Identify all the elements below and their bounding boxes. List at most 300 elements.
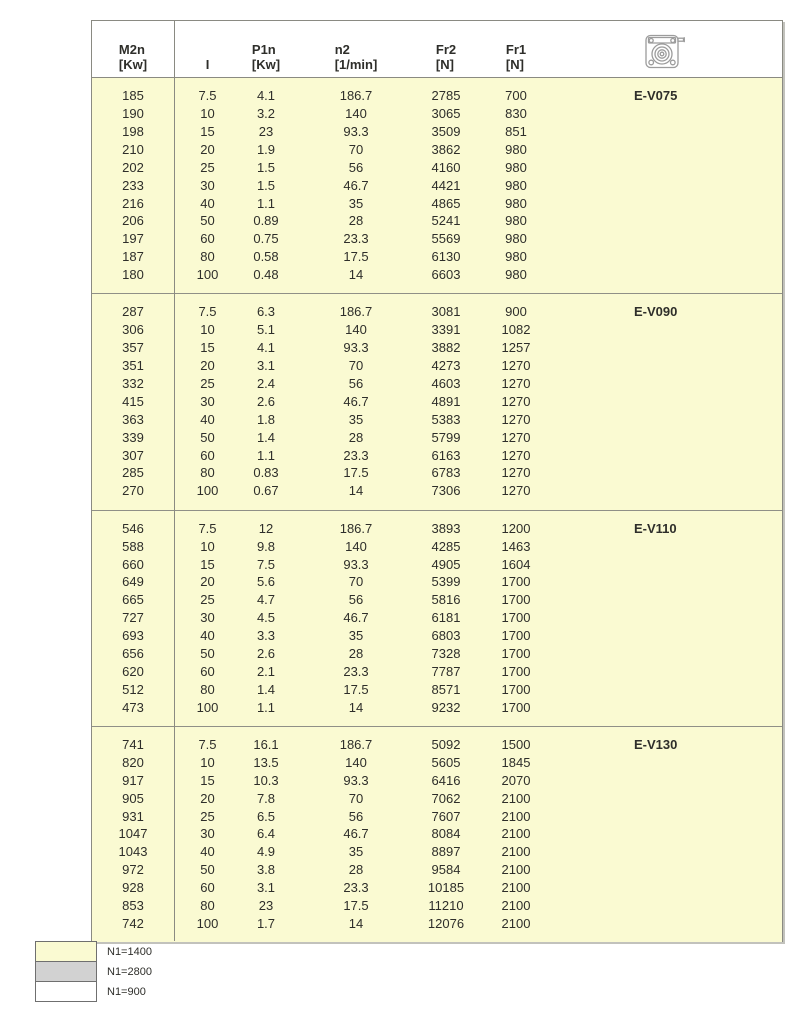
model-label: E-V075 bbox=[634, 88, 678, 104]
model-label bbox=[561, 429, 782, 447]
cell-i: 40 bbox=[200, 628, 215, 644]
worm-gearbox-icon bbox=[645, 31, 687, 73]
cell-i: 15 bbox=[200, 124, 215, 139]
cell-n2: 93.3 bbox=[343, 556, 369, 572]
cell-m2n: 656 bbox=[122, 645, 144, 661]
table-row bbox=[92, 230, 782, 248]
cell-n2: 28 bbox=[348, 213, 364, 229]
cell-fr2: 6163 bbox=[431, 447, 461, 463]
cell-fr2: 5092 bbox=[431, 736, 461, 752]
cell-p1n: 16.1 bbox=[253, 736, 279, 752]
cell-p1n: 23 bbox=[258, 897, 274, 913]
table-row bbox=[92, 915, 782, 933]
model-label bbox=[561, 556, 782, 574]
legend-swatch bbox=[35, 961, 97, 982]
cell-m2n: 233 bbox=[122, 177, 144, 193]
table-row bbox=[92, 87, 782, 105]
cell-i: 30 bbox=[200, 393, 215, 409]
table-row bbox=[92, 177, 782, 195]
cell-i: 100 bbox=[196, 483, 219, 499]
cell-fr2: 2785 bbox=[431, 88, 461, 104]
cell-m2n: 620 bbox=[122, 663, 144, 679]
cell-m2n: 727 bbox=[122, 610, 144, 626]
cell-m2n: 187 bbox=[122, 249, 144, 265]
cell-i: 50 bbox=[200, 645, 215, 661]
cell-fr2: 3391 bbox=[431, 322, 461, 338]
cell-fr1: 1604 bbox=[501, 556, 531, 572]
cell-fr1: 1463 bbox=[501, 538, 531, 554]
model-label bbox=[561, 861, 782, 879]
cell-i: 10 bbox=[200, 322, 215, 338]
table-row bbox=[92, 303, 782, 321]
model-label bbox=[561, 357, 782, 375]
cell-m2n: 1047 bbox=[118, 826, 148, 842]
table-row bbox=[92, 879, 782, 897]
legend-label: N1=2800 bbox=[107, 965, 152, 978]
cell-n2: 17.5 bbox=[343, 897, 369, 913]
cell-i: 100 bbox=[196, 699, 219, 715]
cell-p1n: 1.7 bbox=[256, 915, 276, 931]
cell-n2: 14 bbox=[348, 699, 364, 715]
model-label bbox=[561, 411, 782, 429]
model-label: E-V110 bbox=[634, 520, 677, 536]
cell-fr1: 851 bbox=[505, 124, 527, 139]
cell-fr2: 7787 bbox=[431, 663, 461, 679]
cell-p1n: 2.1 bbox=[256, 663, 276, 679]
table-row bbox=[92, 248, 782, 266]
cell-p1n: 0.89 bbox=[253, 213, 279, 229]
cell-i: 7.5 bbox=[198, 88, 217, 104]
model-label bbox=[561, 808, 782, 826]
cell-m2n: 351 bbox=[122, 358, 144, 374]
col-header-p1n-text: P1n [Kw] bbox=[251, 42, 281, 72]
table-row bbox=[92, 375, 782, 393]
model-label bbox=[561, 645, 782, 663]
table-row bbox=[92, 123, 782, 141]
cell-fr1: 980 bbox=[505, 177, 527, 193]
cell-p1n: 5.6 bbox=[256, 574, 276, 590]
legend-swatch bbox=[35, 941, 97, 962]
cell-p1n: 4.1 bbox=[256, 88, 276, 104]
model-label bbox=[561, 825, 782, 843]
table-row bbox=[92, 645, 782, 663]
model-group bbox=[92, 726, 782, 942]
model-label bbox=[561, 266, 782, 284]
cell-i: 10 bbox=[200, 754, 215, 770]
cell-fr2: 5799 bbox=[431, 429, 461, 445]
cell-i: 60 bbox=[200, 663, 215, 679]
model-group-rows bbox=[92, 520, 782, 717]
cell-n2: 93.3 bbox=[343, 124, 369, 139]
cell-n2: 35 bbox=[348, 628, 364, 644]
cell-m2n: 741 bbox=[122, 736, 144, 752]
cell-m2n: 665 bbox=[122, 592, 144, 608]
cell-m2n: 473 bbox=[122, 699, 144, 715]
cell-p1n: 1.4 bbox=[256, 681, 276, 697]
cell-i: 25 bbox=[200, 159, 215, 175]
cell-p1n: 3.3 bbox=[256, 628, 276, 644]
cell-fr2: 5399 bbox=[431, 574, 461, 590]
cell-i: 15 bbox=[200, 556, 215, 572]
cell-fr1: 980 bbox=[505, 231, 527, 247]
cell-i: 80 bbox=[200, 249, 215, 265]
cell-fr2: 4273 bbox=[431, 358, 461, 374]
cell-m2n: 1043 bbox=[118, 844, 148, 860]
cell-i: 25 bbox=[200, 592, 215, 608]
cell-m2n: 197 bbox=[122, 231, 144, 247]
cell-fr1: 1270 bbox=[501, 358, 531, 374]
cell-m2n: 546 bbox=[122, 520, 144, 536]
cell-n2: 186.7 bbox=[339, 736, 373, 752]
table-row bbox=[92, 609, 782, 627]
cell-fr1: 1700 bbox=[501, 681, 531, 697]
table-row bbox=[92, 556, 782, 574]
cell-fr2: 5241 bbox=[431, 213, 461, 229]
cell-p1n: 2.6 bbox=[256, 645, 276, 661]
cell-i: 15 bbox=[200, 340, 215, 356]
cell-fr1: 980 bbox=[505, 195, 527, 211]
cell-n2: 56 bbox=[348, 808, 364, 824]
cell-m2n: 198 bbox=[122, 124, 144, 139]
col-header-i-text: I bbox=[205, 57, 210, 72]
col-header-n2 bbox=[291, 21, 421, 77]
cell-fr1: 980 bbox=[505, 141, 527, 157]
cell-p1n: 0.83 bbox=[253, 465, 279, 481]
cell-i: 7.5 bbox=[198, 520, 217, 536]
model-label bbox=[561, 464, 782, 482]
cell-n2: 70 bbox=[348, 358, 364, 374]
table-row bbox=[92, 754, 782, 772]
cell-i: 80 bbox=[200, 465, 215, 481]
cell-p1n: 2.6 bbox=[256, 393, 276, 409]
cell-fr1: 2100 bbox=[501, 897, 531, 913]
cell-i: 20 bbox=[200, 141, 215, 157]
column-divider-line bbox=[174, 21, 175, 941]
cell-fr2: 4421 bbox=[431, 177, 461, 193]
cell-fr2: 3509 bbox=[431, 124, 461, 139]
table-row bbox=[92, 447, 782, 465]
cell-fr1: 2100 bbox=[501, 862, 531, 878]
cell-m2n: 306 bbox=[122, 322, 144, 338]
model-label bbox=[561, 538, 782, 556]
cell-p1n: 1.5 bbox=[256, 159, 276, 175]
cell-fr1: 1700 bbox=[501, 592, 531, 608]
model-label bbox=[561, 248, 782, 266]
cell-fr1: 1257 bbox=[501, 340, 531, 356]
cell-fr2: 3882 bbox=[431, 340, 461, 356]
col-header-fr2 bbox=[421, 21, 471, 77]
model-label bbox=[561, 591, 782, 609]
cell-m2n: 928 bbox=[122, 880, 144, 896]
cell-n2: 14 bbox=[348, 483, 364, 499]
cell-m2n: 339 bbox=[122, 429, 144, 445]
col-header-fr1 bbox=[471, 21, 561, 77]
gearbox-ratings-table bbox=[91, 20, 783, 942]
model-group-rows bbox=[92, 736, 782, 933]
legend-label: N1=900 bbox=[107, 985, 146, 998]
cell-fr1: 1700 bbox=[501, 645, 531, 661]
cell-i: 50 bbox=[200, 862, 215, 878]
cell-n2: 140 bbox=[345, 322, 367, 338]
table-row bbox=[92, 482, 782, 500]
table-row bbox=[92, 357, 782, 375]
cell-m2n: 693 bbox=[122, 628, 144, 644]
cell-m2n: 917 bbox=[122, 772, 144, 788]
cell-fr2: 6603 bbox=[431, 267, 461, 283]
cell-fr1: 1700 bbox=[501, 628, 531, 644]
cell-p1n: 4.5 bbox=[256, 610, 276, 626]
cell-m2n: 270 bbox=[122, 483, 144, 499]
cell-fr2: 3081 bbox=[431, 304, 461, 320]
model-label bbox=[561, 447, 782, 465]
cell-n2: 186.7 bbox=[339, 304, 373, 320]
cell-i: 20 bbox=[200, 790, 215, 806]
model-label bbox=[561, 627, 782, 645]
model-label bbox=[561, 230, 782, 248]
cell-i: 7.5 bbox=[198, 736, 217, 752]
cell-fr1: 2100 bbox=[501, 826, 531, 842]
cell-n2: 28 bbox=[348, 645, 364, 661]
table-row bbox=[92, 464, 782, 482]
cell-n2: 93.3 bbox=[343, 340, 369, 356]
table-body bbox=[92, 78, 782, 942]
cell-fr2: 9232 bbox=[431, 699, 461, 715]
table-row bbox=[92, 538, 782, 556]
cell-i: 25 bbox=[200, 808, 215, 824]
cell-p1n: 9.8 bbox=[256, 538, 276, 554]
cell-i: 50 bbox=[200, 429, 215, 445]
model-label: E-V090 bbox=[634, 304, 678, 320]
cell-i: 60 bbox=[200, 447, 215, 463]
cell-n2: 140 bbox=[345, 754, 367, 770]
table-row bbox=[92, 429, 782, 447]
cell-m2n: 190 bbox=[122, 106, 144, 122]
cell-i: 40 bbox=[200, 844, 215, 860]
cell-m2n: 307 bbox=[122, 447, 144, 463]
cell-i: 10 bbox=[200, 538, 215, 554]
model-label bbox=[561, 321, 782, 339]
col-header-i bbox=[174, 21, 241, 77]
model-label bbox=[561, 195, 782, 213]
cell-p1n: 5.1 bbox=[256, 322, 276, 338]
model-label bbox=[561, 915, 782, 933]
cell-fr1: 1700 bbox=[501, 699, 531, 715]
cell-fr2: 11210 bbox=[428, 897, 464, 913]
cell-n2: 70 bbox=[348, 790, 364, 806]
cell-m2n: 742 bbox=[122, 915, 144, 931]
cell-i: 25 bbox=[200, 376, 215, 392]
table-row bbox=[92, 897, 782, 915]
cell-n2: 46.7 bbox=[343, 610, 369, 626]
model-label bbox=[561, 159, 782, 177]
model-label bbox=[561, 790, 782, 808]
cell-fr2: 8897 bbox=[431, 844, 461, 860]
model-label: E-V130 bbox=[634, 736, 678, 752]
table-row bbox=[92, 105, 782, 123]
cell-m2n: 588 bbox=[122, 538, 144, 554]
model-label bbox=[561, 177, 782, 195]
cell-fr2: 8571 bbox=[431, 681, 461, 697]
cell-fr1: 1082 bbox=[501, 322, 531, 338]
model-label bbox=[561, 375, 782, 393]
model-label bbox=[561, 573, 782, 591]
cell-i: 30 bbox=[200, 826, 215, 842]
cell-fr1: 1270 bbox=[501, 429, 531, 445]
cell-fr2: 6130 bbox=[431, 249, 461, 265]
cell-fr2: 4285 bbox=[431, 538, 461, 554]
cell-n2: 17.5 bbox=[343, 465, 369, 481]
cell-fr2: 3065 bbox=[431, 106, 461, 122]
model-label bbox=[561, 754, 782, 772]
cell-fr2: 3893 bbox=[431, 520, 461, 536]
cell-fr2: 7306 bbox=[431, 483, 461, 499]
cell-fr2: 6803 bbox=[431, 628, 461, 644]
model-group-rows bbox=[92, 303, 782, 500]
cell-m2n: 202 bbox=[122, 159, 144, 175]
model-group bbox=[92, 78, 782, 293]
cell-fr2: 4865 bbox=[431, 195, 461, 211]
cell-p1n: 7.5 bbox=[256, 556, 276, 572]
cell-i: 100 bbox=[196, 267, 219, 283]
cell-n2: 186.7 bbox=[339, 88, 373, 104]
cell-p1n: 23 bbox=[258, 124, 274, 139]
cell-i: 40 bbox=[200, 411, 215, 427]
cell-fr1: 2100 bbox=[501, 808, 531, 824]
cell-n2: 46.7 bbox=[343, 393, 369, 409]
model-label bbox=[561, 393, 782, 411]
cell-p1n: 1.1 bbox=[256, 447, 276, 463]
cell-fr1: 2100 bbox=[501, 915, 531, 931]
cell-fr2: 7607 bbox=[431, 808, 461, 824]
cell-fr1: 2100 bbox=[501, 844, 531, 860]
cell-i: 10 bbox=[200, 106, 215, 122]
cell-p1n: 10.3 bbox=[253, 772, 279, 788]
cell-fr1: 1700 bbox=[501, 610, 531, 626]
cell-fr2: 6783 bbox=[431, 465, 461, 481]
table-row bbox=[92, 159, 782, 177]
model-label bbox=[561, 663, 782, 681]
table-row bbox=[92, 520, 782, 538]
cell-n2: 56 bbox=[348, 376, 364, 392]
cell-i: 30 bbox=[200, 177, 215, 193]
cell-p1n: 1.5 bbox=[256, 177, 276, 193]
cell-fr2: 7328 bbox=[431, 645, 461, 661]
cell-i: 20 bbox=[200, 358, 215, 374]
cell-fr2: 4603 bbox=[431, 376, 461, 392]
col-header-m2n-text: M2n [Kw] bbox=[118, 42, 148, 72]
cell-p1n: 3.1 bbox=[256, 880, 276, 896]
cell-p1n: 13.5 bbox=[253, 754, 279, 770]
table-row bbox=[92, 195, 782, 213]
cell-fr2: 6416 bbox=[431, 772, 461, 788]
cell-n2: 28 bbox=[348, 862, 364, 878]
table-row bbox=[92, 591, 782, 609]
cell-i: 50 bbox=[200, 213, 215, 229]
cell-p1n: 3.2 bbox=[256, 106, 276, 122]
cell-n2: 140 bbox=[345, 538, 367, 554]
cell-n2: 35 bbox=[348, 844, 364, 860]
cell-p1n: 3.1 bbox=[256, 358, 276, 374]
cell-m2n: 180 bbox=[122, 267, 144, 283]
table-row bbox=[92, 772, 782, 790]
cell-p1n: 7.8 bbox=[256, 790, 276, 806]
cell-fr2: 5383 bbox=[431, 411, 461, 427]
cell-fr2: 5816 bbox=[431, 592, 461, 608]
cell-m2n: 931 bbox=[122, 808, 144, 824]
cell-fr2: 4891 bbox=[431, 393, 461, 409]
cell-p1n: 6.4 bbox=[256, 826, 276, 842]
cell-m2n: 357 bbox=[122, 340, 144, 356]
cell-i: 20 bbox=[200, 574, 215, 590]
cell-fr2: 4905 bbox=[431, 556, 461, 572]
cell-p1n: 4.7 bbox=[256, 592, 276, 608]
cell-p1n: 6.3 bbox=[256, 304, 276, 320]
table-row bbox=[92, 843, 782, 861]
cell-m2n: 905 bbox=[122, 790, 144, 806]
cell-p1n: 0.67 bbox=[253, 483, 279, 499]
model-label bbox=[561, 123, 782, 141]
cell-p1n: 1.8 bbox=[256, 411, 276, 427]
cell-fr1: 1270 bbox=[501, 465, 531, 481]
model-label bbox=[561, 105, 782, 123]
cell-fr1: 1500 bbox=[501, 736, 531, 752]
table-row bbox=[92, 736, 782, 754]
model-label bbox=[561, 482, 782, 500]
table-row bbox=[92, 573, 782, 591]
model-label bbox=[561, 681, 782, 699]
cell-i: 30 bbox=[200, 610, 215, 626]
cell-n2: 14 bbox=[348, 915, 364, 931]
cell-m2n: 853 bbox=[122, 897, 144, 913]
cell-fr2: 6181 bbox=[431, 610, 461, 626]
table-row bbox=[92, 627, 782, 645]
cell-fr1: 1270 bbox=[501, 411, 531, 427]
cell-fr2: 7062 bbox=[431, 790, 461, 806]
cell-p1n: 0.75 bbox=[253, 231, 279, 247]
cell-p1n: 1.1 bbox=[256, 699, 276, 715]
cell-fr2: 8084 bbox=[431, 826, 461, 842]
cell-n2: 186.7 bbox=[339, 520, 373, 536]
cell-i: 60 bbox=[200, 231, 215, 247]
table-row bbox=[92, 681, 782, 699]
cell-p1n: 0.48 bbox=[253, 267, 279, 283]
cell-m2n: 660 bbox=[122, 556, 144, 572]
model-label bbox=[561, 141, 782, 159]
table-row bbox=[92, 411, 782, 429]
legend-item bbox=[35, 961, 152, 982]
model-label bbox=[561, 609, 782, 627]
cell-p1n: 6.5 bbox=[256, 808, 276, 824]
cell-fr2: 12076 bbox=[427, 915, 465, 931]
cell-fr1: 2100 bbox=[501, 790, 531, 806]
n1-speed-legend bbox=[35, 941, 152, 1002]
table-row bbox=[92, 663, 782, 681]
cell-fr1: 1700 bbox=[501, 574, 531, 590]
legend-item bbox=[35, 941, 152, 962]
cell-n2: 56 bbox=[348, 159, 364, 175]
cell-fr1: 1270 bbox=[501, 393, 531, 409]
cell-n2: 23.3 bbox=[343, 663, 369, 679]
table-row bbox=[92, 266, 782, 284]
cell-fr2: 9584 bbox=[431, 862, 461, 878]
col-header-m2n bbox=[92, 21, 174, 77]
table-row bbox=[92, 339, 782, 357]
cell-n2: 35 bbox=[348, 411, 364, 427]
cell-p1n: 2.4 bbox=[256, 376, 276, 392]
cell-n2: 23.3 bbox=[343, 447, 369, 463]
cell-fr1: 980 bbox=[505, 213, 527, 229]
table-header bbox=[92, 21, 782, 78]
